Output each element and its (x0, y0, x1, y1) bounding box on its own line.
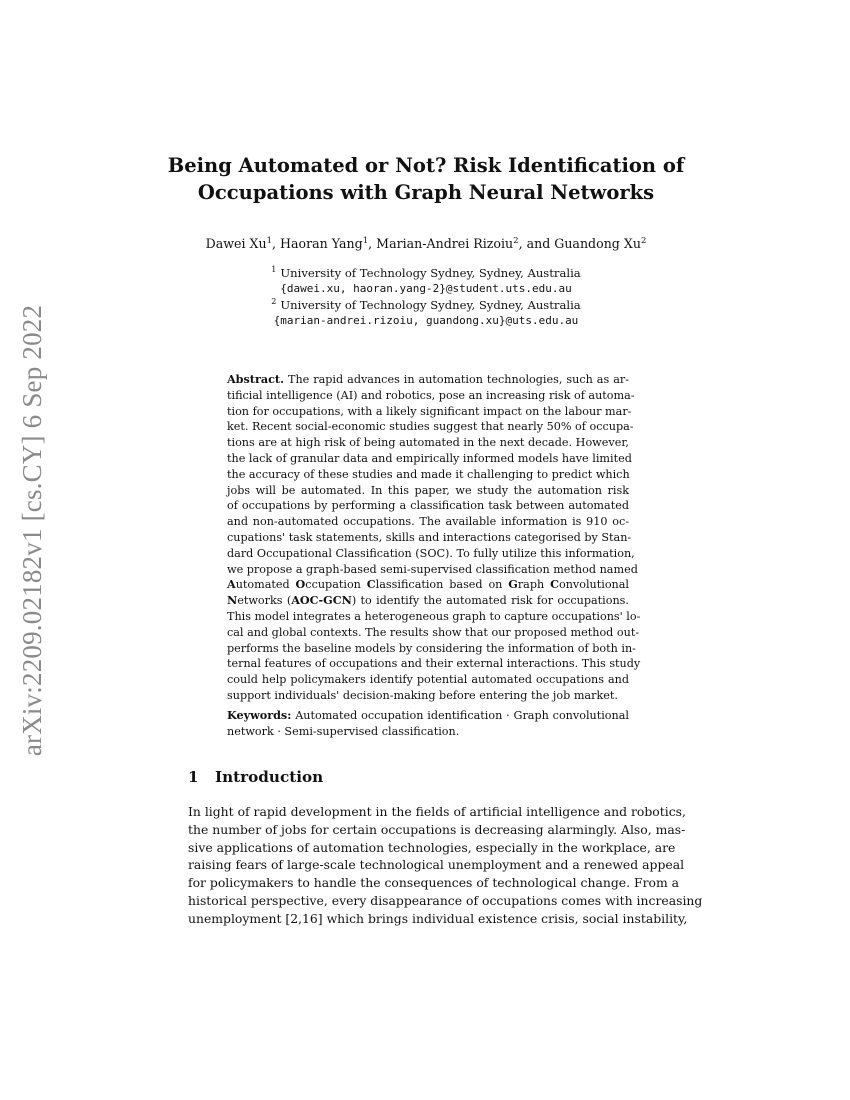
author-affiliation-mark: 1 (362, 236, 369, 246)
abstract-emphasis: N (227, 593, 238, 608)
abstract-emphasis: C (366, 577, 376, 592)
keywords-line (227, 708, 629, 724)
abstract-line: jobs will be automated. In this paper, we study the automation risk (227, 483, 629, 497)
author-affiliation-mark: 2 (513, 236, 519, 246)
section-heading-introduction (188, 768, 323, 786)
author-list (150, 233, 702, 252)
abstract-text: ccupation (305, 578, 367, 592)
affiliation-2 (150, 297, 702, 312)
introduction-line: sive applications of automation technologies, especially in the workplace, are (188, 839, 676, 855)
abstract-text: lassification based on (375, 578, 509, 592)
abstract-line: the accuracy of these studies and made it challenging to predict which (227, 467, 630, 481)
abstract-line: ternal features of occupations and their external interactions. This study (227, 657, 641, 671)
abstract-line: we propose a graph-based semi-supervised classification method named (227, 562, 638, 576)
title-line-2: Occupations with Graph Neural Networks (197, 181, 655, 204)
abstract-line: tificial intelligence (AI) and robotics, pose an increasing risk of automa- (227, 388, 635, 402)
abstract-text: raph (517, 578, 551, 592)
title-line-1: Being Automated or Not? Risk Identification of (167, 154, 685, 177)
affiliation-1 (150, 265, 702, 280)
abstract-line: of occupations by performing a classification task between automated (227, 499, 629, 513)
affiliation-2-emails (150, 313, 702, 327)
affiliation-1-emails (150, 281, 702, 295)
affiliation-mark: 1 (271, 265, 277, 274)
abstract-emphasis: A (227, 577, 236, 592)
introduction-line: for policymakers to handle the consequences of technological change. From a (188, 875, 680, 891)
abstract-line: tions are at high risk of being automated in the next decade. However, (227, 436, 629, 450)
abstract-label: Abstract. (227, 372, 284, 386)
section-number: 1 (188, 768, 199, 786)
keywords-line: network · Semi-supervised classification. (227, 724, 460, 738)
abstract-line: and non-automated occupations. The available information is 910 oc- (227, 515, 629, 529)
abstract-line: dard Occupational Classification (SOC). To fully utilize this information, (227, 546, 635, 560)
introduction-line: unemployment [2,16] which brings individual existence crisis, social instability, (188, 910, 688, 926)
affiliation-institution: University of Technology Sydney, Sydney, Australia (280, 265, 581, 280)
introduction-line: raising fears of large-scale technological unemployment and a renewed appeal (188, 857, 685, 873)
affiliation-mark: 2 (271, 297, 277, 306)
abstract-line: the lack of granular data and empirically informed models have limited (227, 451, 632, 465)
abstract-line: ket. Recent social-economic studies suggest that nearly 50% of occupa- (227, 420, 634, 434)
arxiv-identifier-stamp (13, 280, 53, 780)
abstract-line: tion for occupations, with a likely significant impact on the labour mar- (227, 404, 632, 418)
author-name: Guandong Xu (554, 236, 641, 252)
abstract (227, 372, 641, 704)
introduction-line: the number of jobs for certain occupations is decreasing alarmingly. Also, mas- (188, 821, 686, 837)
keywords (227, 708, 629, 740)
author-separator: , (368, 236, 377, 252)
abstract-line: cupations' task statements, skills and interactions categorised by Stan- (227, 530, 632, 544)
abstract-line: could help policymakers identify potential automated occupations and (227, 673, 629, 687)
affiliation-email: {dawei.xu, haoran.yang-2}@student.uts.edu.au (280, 282, 572, 295)
abstract-text: utomated (235, 578, 296, 592)
introduction-line: historical perspective, every disappearance of occupations comes with increasing (188, 892, 703, 908)
keywords-label: Keywords: (227, 708, 292, 722)
section-title: Introduction (215, 768, 324, 786)
abstract-emphasis: G (508, 577, 518, 592)
abstract-text: onvolutional (558, 578, 630, 592)
abstract-line (227, 593, 629, 609)
author-separator: , and (518, 236, 555, 252)
abstract-line: This model integrates a heterogeneous graph to capture occupations' lo- (227, 609, 641, 623)
abstract-emphasis: C (550, 577, 559, 592)
author-name: Marian-Andrei Rizoiu (376, 236, 514, 252)
abstract-text: ) to identify the automated risk for occupations. (351, 594, 629, 608)
abstract-text: etworks ( (237, 594, 292, 608)
paper-title (150, 152, 702, 206)
abstract-text: The rapid advances in automation technologies, such as ar- (287, 373, 629, 386)
author-name: Dawei Xu (205, 236, 267, 252)
introduction-line: In light of rapid development in the fields of artificial intelligence and robotics, (188, 804, 686, 819)
abstract-line (227, 577, 629, 593)
abstract-line: performs the baseline models by considering the information of both in- (227, 641, 636, 655)
author-affiliation-mark: 1 (266, 236, 272, 246)
abstract-line: cal and global contexts. The results show that our proposed method out- (227, 625, 640, 639)
abstract-line: support individuals' decision-making before entering the job market. (227, 688, 618, 702)
abstract-line (227, 372, 629, 388)
arxiv-identifier-text: arXiv:2209.02182v1 [cs.CY] 6 Sep 2022 (17, 304, 48, 756)
keywords-text: Automated occupation identification · Graph convolutional (295, 709, 629, 722)
affiliation-institution: University of Technology Sydney, Sydney, Australia (280, 297, 581, 312)
abstract-emphasis: O (295, 577, 306, 592)
author-affiliation-mark: 2 (640, 236, 647, 246)
author-name: Haoran Yang (280, 236, 363, 252)
abstract-emphasis: AOC-GCN (291, 593, 352, 608)
author-separator: , (271, 236, 280, 252)
affiliation-email: {marian-andrei.rizoiu, guandong.xu}@uts.edu.au (273, 314, 579, 327)
introduction-text (188, 803, 703, 928)
